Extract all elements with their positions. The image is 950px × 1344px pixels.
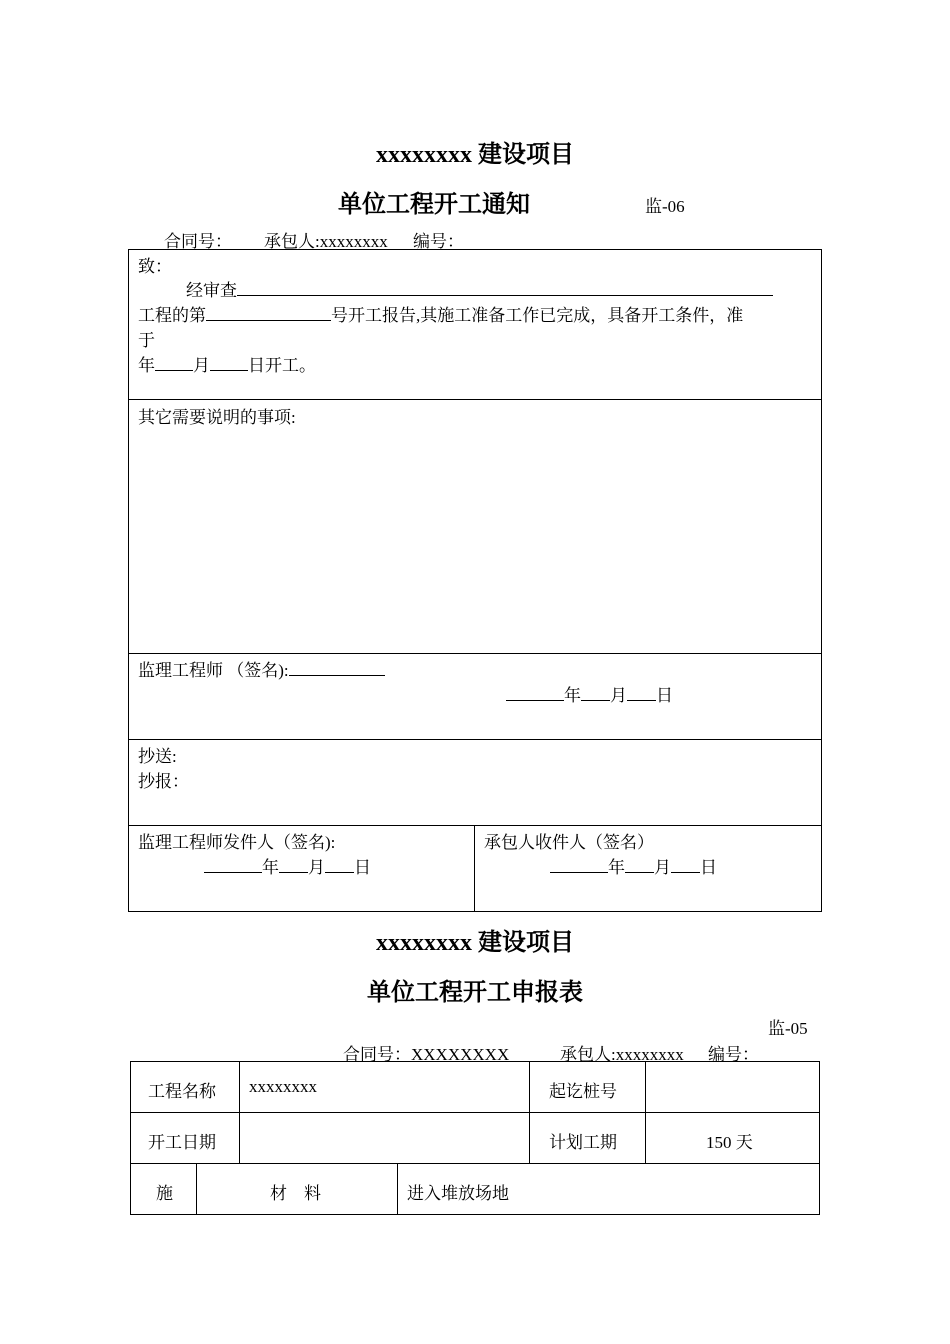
- material-label: 材 料: [270, 1184, 321, 1203]
- reviewed-line: [186, 276, 773, 301]
- year-blank[interactable]: [550, 858, 608, 873]
- month-label: 月: [308, 858, 325, 877]
- divider: [397, 1163, 398, 1215]
- notice-contract-label: 合同号：: [164, 232, 232, 251]
- year-label: 年: [564, 686, 581, 705]
- day-start-label: 日开工。: [248, 356, 316, 375]
- cc-label: 抄送:: [138, 747, 177, 766]
- day-blank[interactable]: [210, 356, 248, 371]
- month-blank[interactable]: [155, 356, 193, 371]
- day-blank[interactable]: [671, 858, 700, 873]
- divider: [239, 1061, 240, 1163]
- material-value[interactable]: 进入堆放场地: [407, 1184, 509, 1203]
- year-label: 年: [608, 858, 625, 877]
- report-to-label: 抄报：: [138, 772, 189, 791]
- year-blank[interactable]: [204, 858, 262, 873]
- stake-range-label: 起讫桩号: [549, 1082, 617, 1101]
- month-label: 月: [654, 858, 671, 877]
- month-blank[interactable]: [625, 858, 654, 873]
- report-number-blank[interactable]: [206, 306, 331, 321]
- application-form-title: 单位工程开工申报表: [367, 980, 583, 1006]
- sender-label: 监理工程师发件人（签名):: [138, 833, 336, 852]
- line2-prefix: 工程的第: [138, 306, 206, 325]
- notice-table: [128, 249, 822, 912]
- receiver-date: [550, 853, 717, 878]
- year-label: 年: [138, 356, 155, 375]
- day-label: 日: [700, 858, 717, 877]
- divider: [128, 825, 822, 826]
- day-blank[interactable]: [325, 858, 354, 873]
- project-name-blank[interactable]: [237, 281, 773, 296]
- application-form-code: 监-05: [768, 1019, 808, 1038]
- project-name-value[interactable]: xxxxxxxx: [249, 1077, 317, 1096]
- application-contractor: 承包人:xxxxxxxx: [560, 1045, 684, 1064]
- divider: [128, 739, 822, 740]
- year-label: 年: [262, 858, 279, 877]
- reviewed-label: 经审查: [186, 281, 237, 300]
- month-blank[interactable]: [581, 686, 610, 701]
- divider: [128, 653, 822, 654]
- project-name-label: 工程名称: [148, 1082, 216, 1101]
- notice-number-label: 编号：: [413, 232, 464, 251]
- planned-duration-value[interactable]: 150 天: [706, 1133, 753, 1152]
- notice-form-title: 单位工程开工通知: [338, 192, 530, 218]
- engineer-signature-blank[interactable]: [289, 661, 385, 676]
- to-label: 致：: [138, 257, 172, 276]
- divider: [529, 1061, 530, 1163]
- divider: [196, 1163, 197, 1215]
- application-contract: 合同号：XXXXXXXX: [343, 1045, 510, 1064]
- divider: [128, 399, 822, 400]
- notice-contractor: 承包人:xxxxxxxx: [264, 232, 388, 251]
- receiver-label: 承包人收件人（签名）: [484, 833, 654, 852]
- construction-label: 施: [156, 1184, 173, 1203]
- line2-suffix: 号开工报告,其施工准备工作已完成，具备开工条件，准: [331, 306, 744, 325]
- day-label: 日: [354, 858, 371, 877]
- start-date-label: 开工日期: [148, 1133, 216, 1152]
- month-label: 月: [193, 356, 210, 375]
- day-label: 日: [656, 686, 673, 705]
- sender-date: [204, 853, 371, 878]
- planned-duration-label: 计划工期: [549, 1133, 617, 1152]
- day-blank[interactable]: [627, 686, 656, 701]
- engineer-sign-line: [138, 656, 385, 681]
- report-line: [138, 301, 743, 326]
- engineer-sign-label: 监理工程师 （签名):: [138, 661, 289, 680]
- divider: [474, 825, 475, 912]
- application-project-title: xxxxxxxx 建设项目: [376, 930, 574, 956]
- divider: [645, 1061, 646, 1163]
- engineer-date: [506, 681, 673, 706]
- month-label: 月: [610, 686, 627, 705]
- divider: [130, 1163, 820, 1164]
- year-blank[interactable]: [506, 686, 564, 701]
- other-matters-label: 其它需要说明的事项:: [138, 408, 296, 427]
- month-blank[interactable]: [279, 858, 308, 873]
- divider: [130, 1112, 820, 1113]
- application-number-label: 编号：: [708, 1045, 759, 1064]
- start-date-line: [138, 351, 316, 376]
- line2-wrap: 于: [138, 331, 155, 350]
- notice-form-code: 监-06: [645, 197, 685, 216]
- notice-project-title: xxxxxxxx 建设项目: [376, 142, 574, 168]
